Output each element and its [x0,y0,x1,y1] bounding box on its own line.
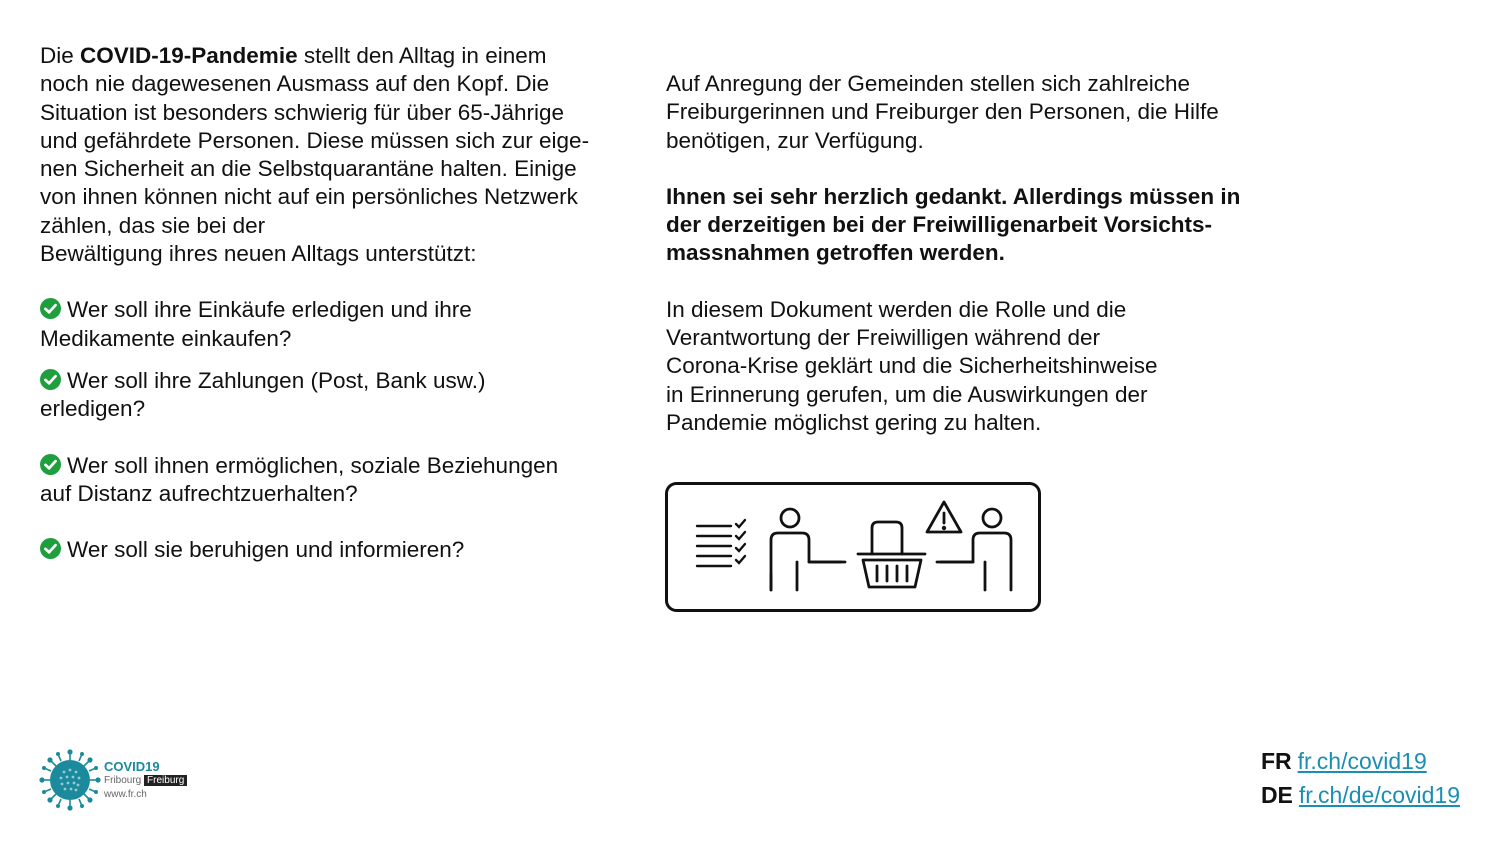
right-column [666,70,1286,465]
question-item: Wer soll sie beruhigen und informieren? [40,536,640,564]
intro-line-8: Bewältigung ihres neuen Alltags unterstützt: [40,241,477,267]
thanks-paragraph: Ihnen sei sehr herzlich gedankt. Allerdings müssen in der derzeitigen bei der Freiwilligenarbeit Vorsichts- massnahmen getroffen werden. [666,183,1241,266]
intro-line-7: zählen, das sie bei der [40,212,266,238]
checklist-icon [697,520,745,566]
question-item: Wer soll ihnen ermöglichen, soziale Beziehungen auf Distanz aufrechtzuerhalten? [40,452,559,506]
logo-url: www.fr.ch [104,789,147,800]
intro-line-3: Situation ist besonders schwierig für über 65-Jährige [40,99,565,125]
link-fr[interactable]: fr.ch/covid19 [1297,748,1427,774]
intro-line-4: und gefährdete Personen. Diese müssen sich zur eige- [40,127,590,153]
intro-line-5: nen Sicherheit an die Selbstquarantäne halten. Einige [40,156,577,182]
volunteer-person-icon [771,509,845,590]
intro-bold-term: COVID-19-Pandemie [80,43,298,68]
covid-links [1261,744,1460,812]
shopping-basket-icon [858,522,925,587]
intro-line-2: noch nie dagewesenen Ausmass auf den Kopf. Die [40,71,550,97]
link-de[interactable]: fr.ch/de/covid19 [1298,782,1460,808]
logo-title: COVID19 [104,759,160,774]
recipient-person-icon [937,509,1011,590]
document-purpose-paragraph: In diesem Dokument werden die Rolle und die Verantwortung der Freiwilligen während der Corona-Krise geklärt und die Sicherheitshinweise in Erinnerung gerufen, um die Auswirkungen der Pandemie möglichst gering zu halten. [666,296,1158,435]
check-circle-icon [40,369,61,390]
volunteer-shopping-illustration [665,482,1041,612]
warning-icon [927,502,961,532]
check-circle-icon [40,298,61,319]
community-paragraph: Auf Anregung der Gemeinden stellen sich zahlreiche Freiburgerinnen und Freiburger den Personen, die Hilfe benötigen, zur Verfügung. [666,71,1219,153]
logo-text [104,760,187,802]
intro-line-6: von ihnen können nicht auf ein persönliches Netzwerk [40,184,578,210]
question-item: Wer soll ihre Einkäufe erledigen und ihre Medikamente einkaufen? [40,297,472,351]
link-row-fr: FR fr.ch/covid19 [1260,748,1427,774]
logo-subtitle: Fribourg Freiburg [104,774,187,788]
intro-paragraph [40,42,640,268]
question-item: Wer soll ihre Zahlungen (Post, Bank usw.) erledigen? [40,367,486,422]
check-circle-icon [40,538,61,559]
check-circle-icon [40,454,61,475]
intro-line-1: Die COVID-19-Pandemie stellt den Alltag in einem [40,43,547,68]
left-column [40,42,640,578]
link-row-de: DE fr.ch/de/covid19 [1260,782,1460,808]
